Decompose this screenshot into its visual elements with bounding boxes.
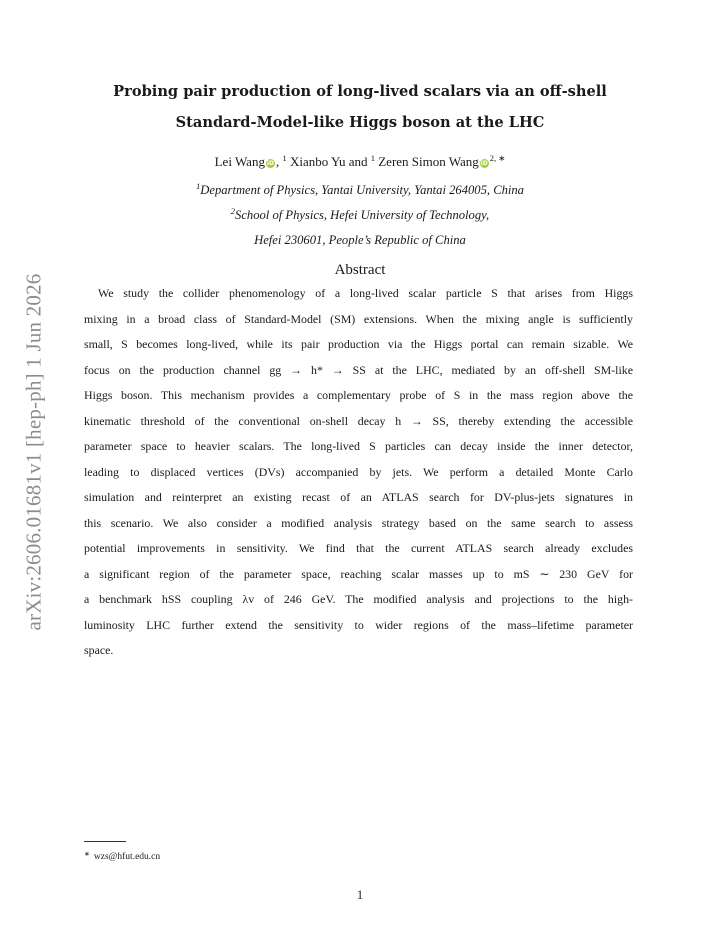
- orcid-icon[interactable]: iD: [480, 160, 488, 167]
- abstract-line: Higgs boson. This mechanism provides a complementary probe of S in the mass region above the: [84, 388, 633, 402]
- abstract-line: simulation and reinterpret an existing recast of an ATLAS search for DV-plus-jets signatures in: [84, 490, 633, 504]
- abstract-line: luminosity LHC further extend the sensitivity to wider regions of the mass–lifetime parameter: [84, 617, 633, 632]
- affiliation-2-continued: Hefei 230601, People’s Republic of China: [254, 233, 466, 247]
- author-separator: ,: [275, 154, 283, 169]
- author-list: [84, 152, 636, 172]
- author-separator: and: [345, 154, 371, 169]
- abstract-line: small, S becomes long-lived, while its pair production via the Higgs portal can remain sizable. We: [84, 337, 633, 351]
- abstract-line: space.: [84, 643, 114, 657]
- abstract-line: a significant region of the parameter space, reaching scalar masses up to mS ∼ 230 GeV for: [84, 566, 633, 581]
- abstract-line: potential improvements in sensitivity. We find that the current ATLAS search already excludes: [84, 541, 633, 555]
- abstract-line: mixing in a broad class of Standard-Model (SM) extensions. When the mixing angle is sufficiently: [84, 311, 633, 326]
- affiliation-2: [84, 207, 636, 224]
- footnote-email[interactable]: wzs@hfut.edu.cn: [93, 852, 161, 862]
- footnote-rule: [84, 841, 126, 842]
- abstract-line: focus on the production channel gg → h* → SS at the LHC, mediated by an off-shell SM-like: [84, 362, 633, 377]
- affiliation-2-text: School of Physics, Hefei University of Technology,: [235, 208, 490, 222]
- author-affiliation-mark: 1: [282, 153, 287, 163]
- author-lei-wang: Lei Wang: [214, 154, 265, 169]
- title-line-1: Probing pair production of long-lived scalars via an off-shell: [113, 83, 607, 100]
- title-line-2: Standard-Model-like Higgs boson at the LHC: [175, 114, 545, 131]
- abstract-line: a benchmark hSS coupling λv of 246 GeV. The modified analysis and projections to the high-: [84, 592, 633, 606]
- abstract-line: kinematic threshold of the conventional on-shell decay h → SS, thereby extending the accessible: [84, 413, 633, 428]
- abstract-heading: Abstract: [334, 262, 386, 278]
- affiliation-2-mark: 2: [230, 206, 236, 216]
- page-number: 1: [356, 888, 364, 902]
- abstract-line: this scenario. We also consider a modified analysis strategy based on the same search to assess: [84, 515, 633, 530]
- author-affiliation-mark: 2, ∗: [489, 153, 506, 163]
- orcid-icon[interactable]: iD: [266, 160, 274, 167]
- footnote-marker: ∗: [84, 850, 90, 858]
- arxiv-identifier-text: arXiv:2606.01681v1 [hep-ph] 1 Jun 2026: [21, 273, 46, 631]
- affiliation-1: [84, 182, 636, 199]
- abstract-line: We study the collider phenomenology of a long-lived scalar particle S that arises from Higgs: [98, 286, 633, 300]
- author-xianbo-yu: Xianbo Yu: [289, 154, 346, 169]
- abstract-line: leading to displaced vertices (DVs) accompanied by jets. We perform a detailed Monte Carlo: [84, 464, 633, 479]
- affiliation-1-text: Department of Physics, Yantai University, Yantai 264005, China: [200, 183, 524, 197]
- footnote: [84, 848, 160, 863]
- affiliation-1-mark: 1: [196, 181, 201, 191]
- author-zeren-simon-wang: Zeren Simon Wang: [378, 154, 479, 169]
- abstract-line: parameter space to heavier scalars. The long-lived S particles can decay inside the inner detector,: [84, 439, 633, 453]
- paper-title: [84, 76, 636, 138]
- author-affiliation-mark: 1: [370, 153, 375, 163]
